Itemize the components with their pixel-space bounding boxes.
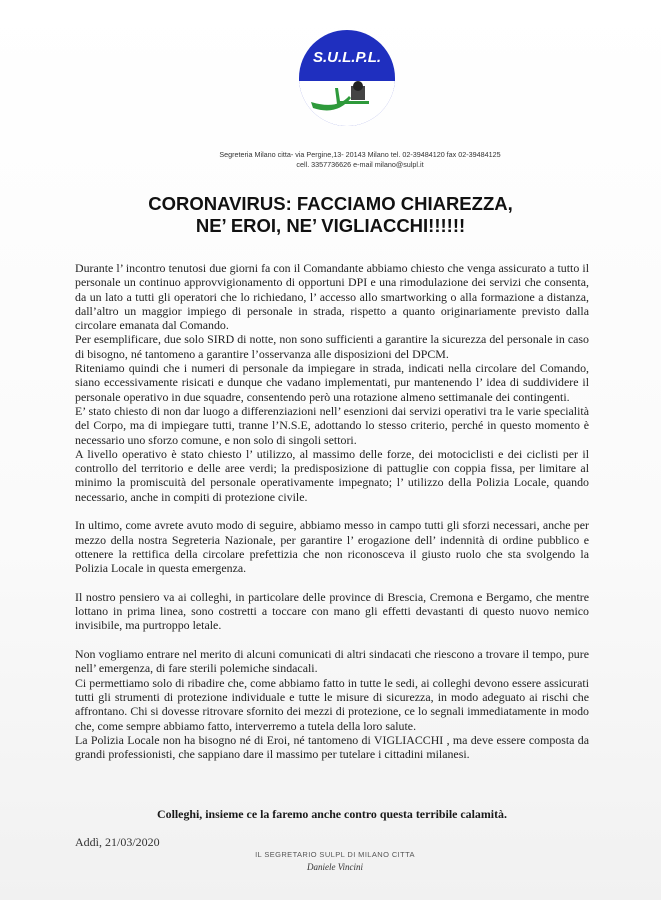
page-title [60, 193, 601, 237]
paragraph: Durante l’ incontro tenutosi due giorni fa con il Comandante abbiamo chiesto che venga assicurato a tutto il personale un continuo approvvigionamento di opportuni DPI e una rimodulazione dei servizi che consenta, da un lato a tutti gli operatori che lo richiedano, l’ accesso allo smartworking o alla formazione a distanza, dall’altro un maggior impiego di personale in strada, rispetto a quanto originariamente previsto dalla circolare emanata dal Comando. [75, 261, 589, 333]
signature-name: Daniele Vincini [306, 862, 364, 872]
title-line-1: CORONAVIRUS: FACCIAMO CHIAREZZA, [148, 193, 513, 214]
paragraph: La Polizia Locale non ha bisogno né di Eroi, né tantomeno di VIGLIACCHI , ma deve essere composta da grandi professionisti, che sappiano dare il massimo per tutelare i cittadini milanesi. [75, 732, 589, 762]
signature-role: IL SEGRETARIO SULPL DI MILANO CITTA [255, 850, 415, 859]
letterhead-contacts: cell. 3357736626 e-mail milano@sulpl.it [296, 159, 424, 169]
document-date: Addì, 21/03/2020 [75, 835, 160, 849]
paragraph: Per esemplificare, due solo SIRD di notte, non sono sufficienti a garantire la sicurezza del personale in caso di bisogno, né tantomeno a garantire l’osservanza alle disposizioni del DPCM. [75, 332, 589, 361]
paragraph: Il nostro pensiero va ai colleghi, in particolare delle province di Brescia, Cremona e Bergamo, che mentre lottano in prima linea, sono costretti a toccare con mano gli effetti devastanti di questo nuovo nemico invisibile, ma purtroppo letale. [75, 589, 589, 633]
logo-text: S.U.L.P.L. [312, 49, 382, 66]
letter-body [75, 261, 589, 761]
paragraph: A livello operativo è stato chiesto l’ utilizzo, al massimo delle forze, dei motociclisti e dei ciclisti per il controllo del territorio e delle aree verdi; la predisposizione di pattuglie con coppia fissa, per limitare al minimo la promiscuità del personale operativamente impegnato; l’ utilizzo della Polizia Locale, quando necessario, anche in compiti di protezione civile. [75, 446, 589, 504]
paragraph: E’ stato chiesto di non dar luogo a differenziazioni nell’ esenzioni dai servizi operativi tra le varie specialità del Corpo, ma di impiegare tutti, tranne l’N.S.E, adottando lo stesso criterio, perché in questo momento è necessario uno sforzo comune, e non solo di singoli settori. [75, 403, 589, 447]
title-line-2: NE’ EROI, NE’ VIGLIACCHI!!!!!! [195, 215, 466, 236]
paragraph: Riteniamo quindi che i numeri di personale da impiegare in strada, indicati nella circolare del Comando, siano eccessivamente risicati e dunque che vadano implementati, pur mantenendo l’ idea di suddividere il personale operativo in due squadre, consentendo però una rotazione almeno settimanale dei contingenti. [75, 361, 589, 404]
paragraph: In ultimo, come avrete avuto modo di seguire, abbiamo messo in campo tutti gli sforzi necessari, anche per mezzo della nostra Segreteria Nazionale, per garantire l’ erogazione dell’ indennità di ordine pubblico e ottenere la rettifica della circolare prefettizia che non riconosceva il giusto ruolo che sta svolgendo la Polizia Locale in questa emergenza. [75, 518, 589, 576]
paragraph: Ci permettiamo solo di ribadire che, come abbiamo fatto in tutte le sedi, ai colleghi devono essere assicurati tutti gli strumenti di protezione individuale e tutte le misure di sicurezza, in modo adeguato ai rischi che affrontano. Chi si dovesse ritrovare sfornito dei mezzi di protezione, ce lo segnali immediatamente in modo che, come sempre abbiamo fatto, interverremo a tutela della loro salute. [75, 675, 589, 733]
letterhead [140, 150, 580, 169]
sulpl-logo [297, 28, 397, 128]
police-logo-icon [297, 28, 397, 128]
paragraph: Non vogliamo entrare nel merito di alcuni comunicati di altri sindacati che riescono a trovare il tempo, pure nell’ emergenza, di fare sterili polemiche sindacali. [75, 647, 589, 676]
letterhead-address: Segreteria Milano citta- via Pergine,13- 20143 Milano tel. 02-39484120 fax 02-39484125 [219, 150, 501, 159]
closing-line: Colleghi, insieme ce la faremo anche contro questa terribile calamità. [157, 807, 507, 821]
